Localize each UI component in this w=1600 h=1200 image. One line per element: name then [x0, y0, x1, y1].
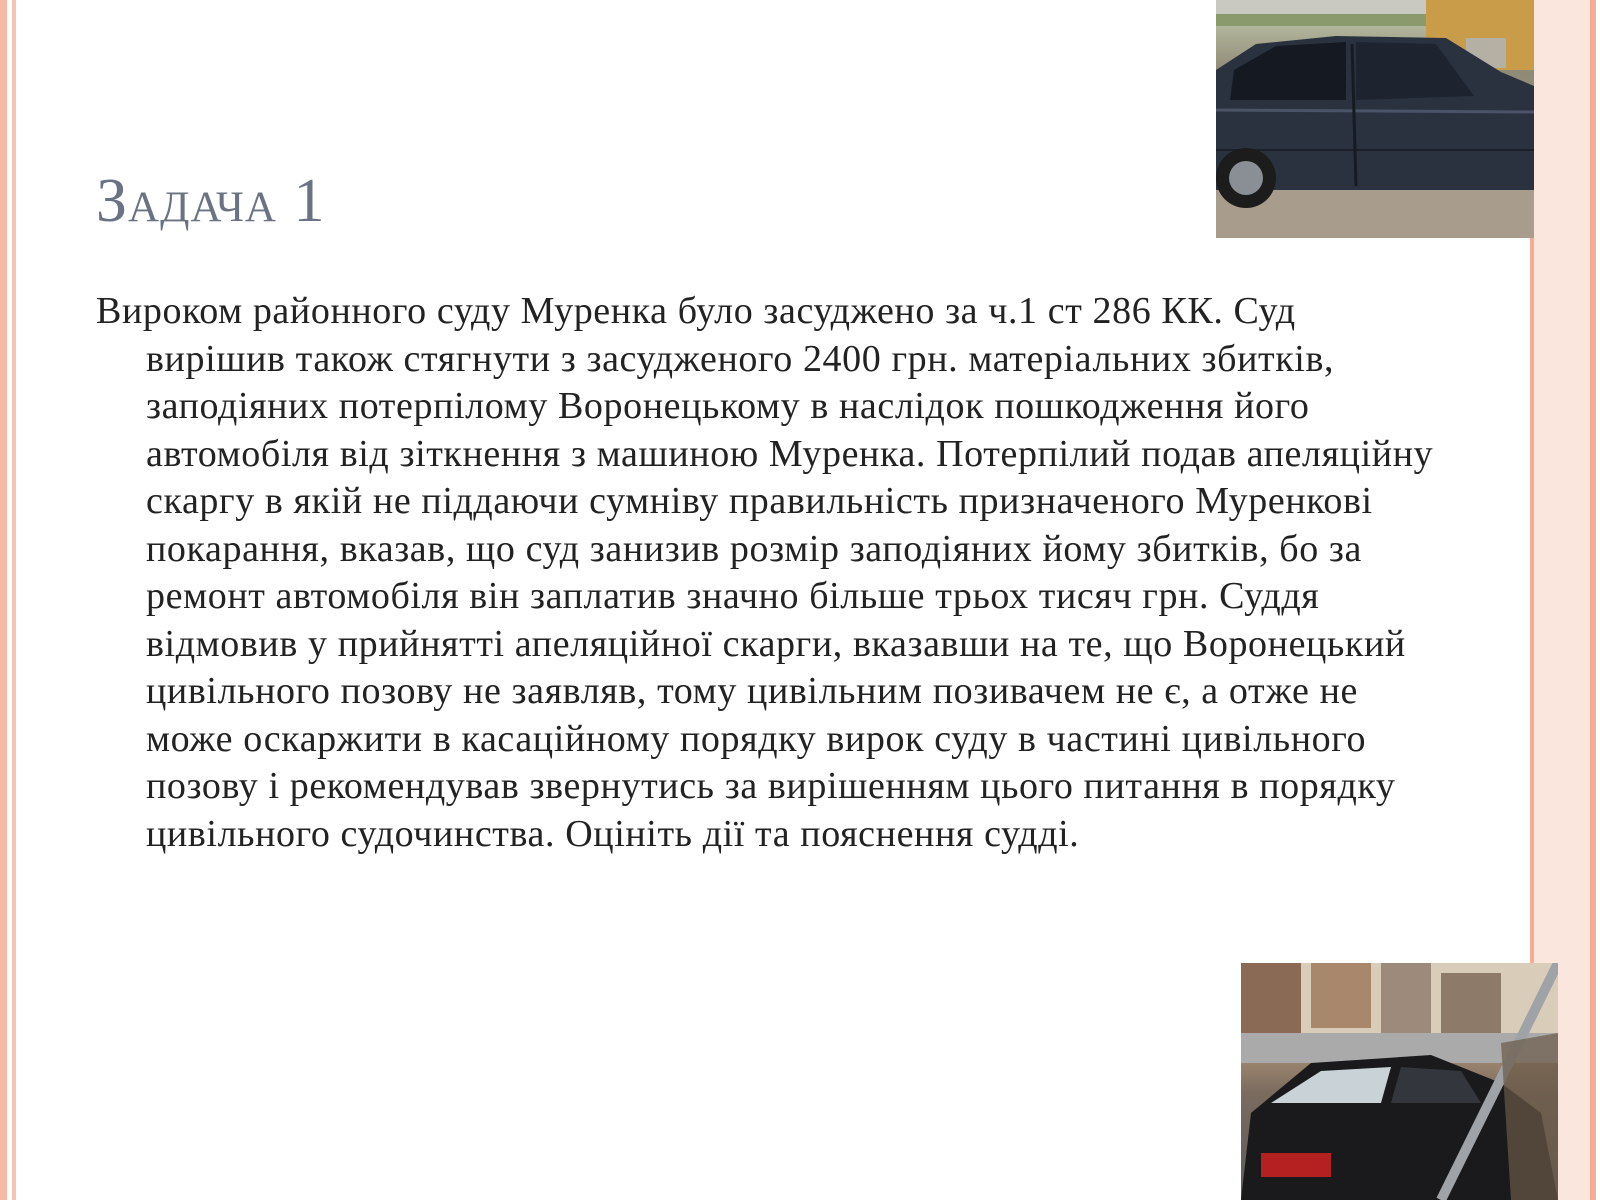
slide-body-text: Вироком районного суду Муренка було засуджено за ч.1 ст 286 КК. Суд вирішив також стягнути з засудженого 2400 грн. матеріальних збитків, заподіяних потерпілому Воронецькому в наслідок пошкодження його автомобіля від зіткнення з машиною Муренка. Потерпілий подав апеляційну скаргу в якій не піддаючи сумніву правильність призначеного Муренкові покарання, вказав, що суд занизив розмір заподіяних йому збитків, бо за ремонт автомобіля він заплатив значно більше трьох тисяч грн. Суддя відмовив у прийнятті апеляційної скарги, вказавши на те, що Воронецький цивільного позову не заявляв, тому цивільним позивачем не є, а отже не може оскаржити в касаційному порядку вирок суду в частині цивільного позову і рекомендував звернутись за вирішенням цього питання в порядку цивільного судочинства. Оцініть дії та пояснення судді. — [96, 290, 1434, 855]
damaged-car-photo — [1216, 0, 1534, 238]
slide-title: Задача 1 — [96, 167, 326, 235]
car-accident-photo — [1241, 963, 1558, 1200]
left-border-outer — [0, 0, 7, 1200]
right-border-line-outer — [1590, 0, 1596, 1200]
left-border-inner — [12, 0, 16, 1200]
